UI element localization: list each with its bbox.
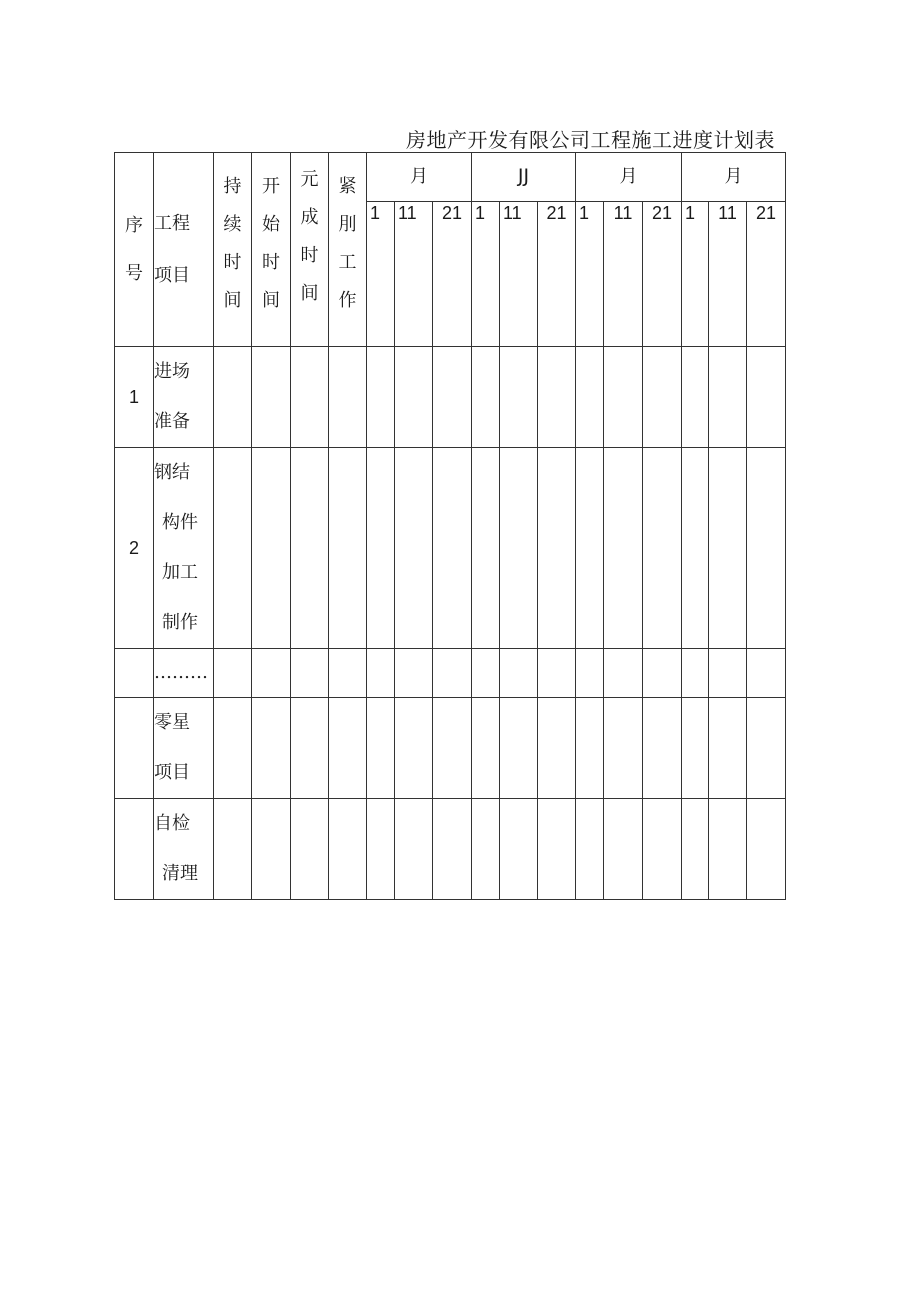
row-number <box>115 799 154 900</box>
row-number: 1 <box>115 347 154 448</box>
month-3: 月 <box>576 153 682 202</box>
day-11: 11 <box>709 202 747 347</box>
day-1: 1 <box>472 202 500 347</box>
day-11: 11 <box>395 202 433 347</box>
month-1: 月 <box>367 153 472 202</box>
day-1: 1 <box>682 202 709 347</box>
row-number <box>115 698 154 799</box>
page-title: 房地产开发有限公司工程施工进度计划表 <box>406 128 775 152</box>
header-row-months <box>115 153 786 202</box>
day-21: 21 <box>643 202 682 347</box>
header-predecessor: 紧 刖 工 作 <box>329 153 367 347</box>
day-21: 21 <box>747 202 786 347</box>
row-item: 零星 项目 <box>154 698 214 799</box>
month-2: JJ <box>472 153 576 202</box>
table-row <box>115 448 786 649</box>
row-number <box>115 649 154 698</box>
row-number: 2 <box>115 448 154 649</box>
table-row <box>115 799 786 900</box>
header-duration: 持 续 时 间 <box>214 153 252 347</box>
row-item: 进场 准备 <box>154 347 214 448</box>
day-1: 1 <box>576 202 604 347</box>
header-item: 工程 项目 <box>154 153 214 347</box>
header-seq: 序 号 <box>115 153 154 347</box>
day-11: 11 <box>500 202 538 347</box>
table-row <box>115 649 786 698</box>
day-1: 1 <box>367 202 395 347</box>
day-11: 11 <box>604 202 643 347</box>
row-item: 钢结 构件 加工 制作 <box>154 448 214 649</box>
day-21: 21 <box>433 202 472 347</box>
row-item: 自检 清理 <box>154 799 214 900</box>
row-item: ……… <box>154 649 214 698</box>
table-row <box>115 698 786 799</box>
header-start: 开 始 时 间 <box>252 153 291 347</box>
header-finish: 元 成 时 间 <box>291 153 329 347</box>
month-4: 月 <box>682 153 786 202</box>
day-21: 21 <box>538 202 576 347</box>
schedule-table <box>114 152 786 900</box>
table-row <box>115 347 786 448</box>
